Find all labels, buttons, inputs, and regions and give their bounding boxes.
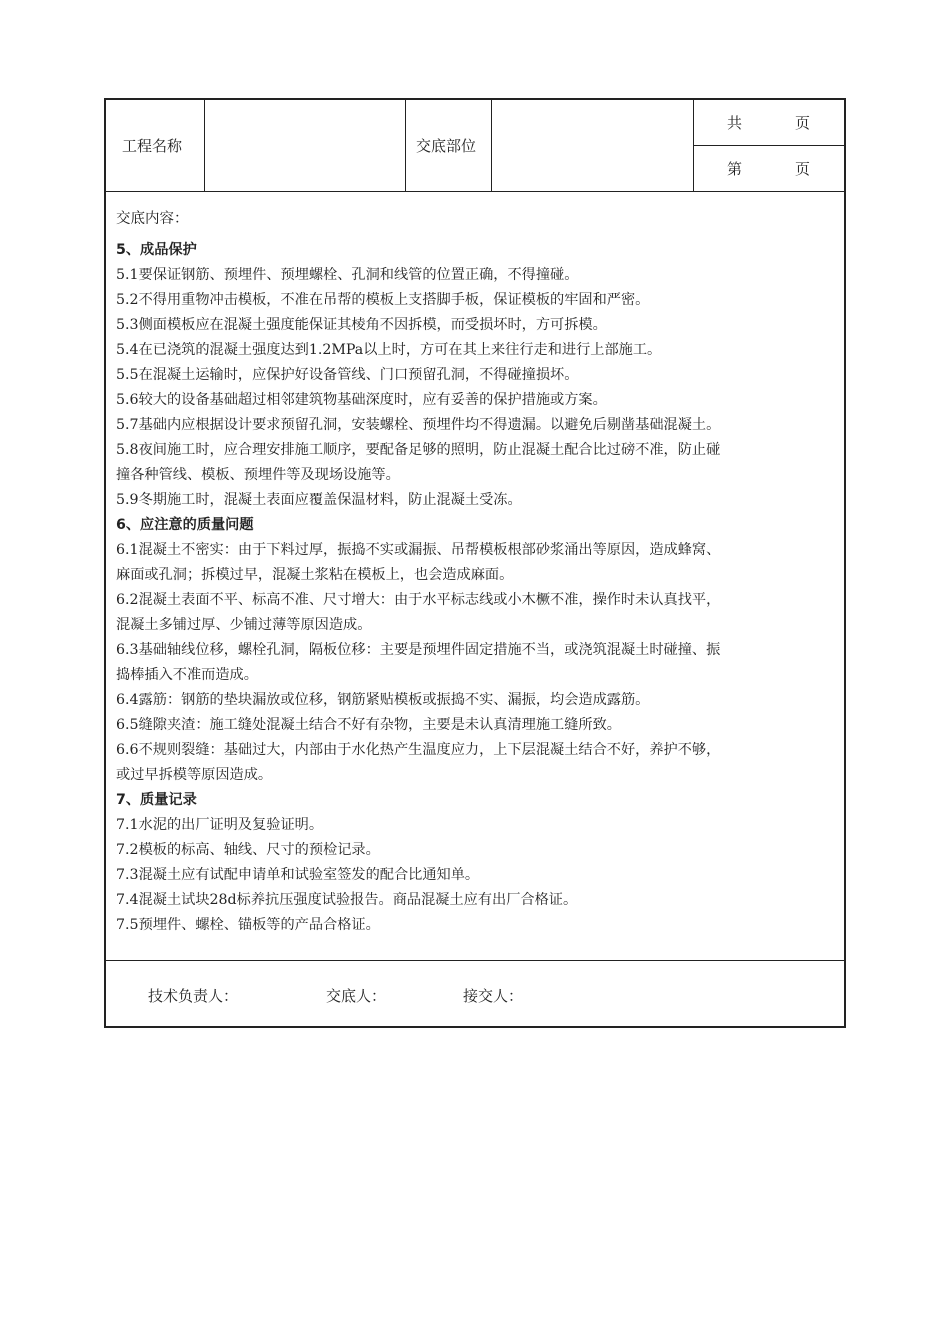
content-line: 6.1混凝土不密实：由于下料过厚，振捣不实或漏振、吊帮模板根部砂浆涌出等原因，造成蜂窝、 [116, 542, 721, 558]
content-line: 或过早拆模等原因造成。 [116, 767, 273, 783]
project-name-value[interactable] [205, 100, 405, 191]
header-bottom-border [106, 191, 844, 192]
page-number-label: 第 [727, 160, 743, 178]
project-name-label: 工程名称 [122, 137, 183, 155]
total-pages-label: 共 [727, 114, 743, 132]
content-line: 捣棒插入不准而造成。 [116, 667, 258, 683]
content-line: 混凝土多铺过厚、少铺过薄等原因造成。 [116, 617, 372, 633]
section-heading: 5、成品保护 [116, 242, 197, 258]
content-line: 7.5预埋件、螺栓、锚板等的产品合格证。 [116, 917, 380, 933]
content-line: 5.9冬期施工时，混凝土表面应覆盖保温材料，防止混凝土受冻。 [116, 492, 522, 508]
content-line: 5.1要保证钢筋、预埋件、预埋螺栓、孔洞和线管的位置正确，不得撞碰。 [116, 267, 579, 283]
footer-top-border [106, 960, 844, 961]
page-number-unit: 页 [795, 160, 811, 178]
section-heading: 6、应注意的质量问题 [116, 517, 254, 533]
disclosure-content [116, 238, 836, 938]
content-line: 7.1水泥的出厂证明及复验证明。 [116, 817, 324, 833]
header-divider-4 [693, 100, 694, 191]
page-cell-divider [693, 145, 844, 146]
content-line: 5.5在混凝土运输时，应保护好设备管线、门口预留孔洞，不得碰撞损坏。 [116, 367, 579, 383]
content-line: 6.6不规则裂缝：基础过大，内部由于水化热产生温度应力，上下层混凝土结合不好，养护不够， [116, 742, 721, 758]
content-line: 7.4混凝土试块28d标养抗压强度试验报告。商品混凝土应有出厂合格证。 [116, 892, 578, 908]
content-line: 麻面或孔洞；拆模过早，混凝土浆粘在模板上，也会造成麻面。 [116, 567, 514, 583]
content-line: 6.5缝隙夹渣：施工缝处混凝土结合不好有杂物，主要是未认真清理施工缝所致。 [116, 717, 621, 733]
content-line: 7.3混凝土应有试配申请单和试验室签发的配合比通知单。 [116, 867, 480, 883]
content-line: 5.3侧面模板应在混凝土强度能保证其棱角不因拆模，而受损坏时，方可拆模。 [116, 317, 607, 333]
content-line: 5.4在已浇筑的混凝土强度达到1.2MPa以上时，方可在其上来往行走和进行上部施工。 [116, 342, 662, 358]
content-line: 6.3基础轴线位移，螺栓孔洞，隔板位移：主要是预埋件固定措施不当，或浇筑混凝土时碰撞、振 [116, 642, 721, 658]
receiver-signature-label: 接交人： [463, 987, 524, 1005]
content-line: 5.6较大的设备基础超过相邻建筑物基础深度时，应有妥善的保护措施或方案。 [116, 392, 607, 408]
total-pages-unit: 页 [795, 114, 811, 132]
content-line: 5.8夜间施工时，应合理安排施工顺序，要配备足够的照明，防止混凝土配合比过磅不准，防止碰 [116, 442, 721, 458]
disclosure-form [104, 98, 846, 1028]
content-line: 6.2混凝土表面不平、标高不准、尺寸增大：由于水平标志线或小木橛不准，操作时未认真找平， [116, 592, 721, 608]
section-heading: 7、质量记录 [116, 792, 197, 808]
content-line: 6.4露筋：钢筋的垫块漏放或位移，钢筋紧贴模板或振捣不实、漏振，均会造成露筋。 [116, 692, 650, 708]
disclosure-position-value[interactable] [492, 100, 693, 191]
header-divider-2 [405, 100, 406, 191]
tech-lead-signature-label: 技术负责人： [148, 987, 239, 1005]
content-line: 5.2不得用重物冲击模板，不准在吊帮的模板上支搭脚手板，保证模板的牢固和严密。 [116, 292, 650, 308]
content-line: 5.7基础内应根据设计要求预留孔洞，安装螺栓、预埋件均不得遗漏。以避免后剔凿基础混凝土。 [116, 417, 721, 433]
discloser-signature-label: 交底人： [326, 987, 387, 1005]
content-title: 交底内容： [116, 210, 189, 227]
content-line: 7.2模板的标高、轴线、尺寸的预检记录。 [116, 842, 380, 858]
content-line: 撞各种管线、模板、预埋件等及现场设施等。 [116, 467, 400, 483]
disclosure-position-label: 交底部位 [416, 137, 477, 155]
